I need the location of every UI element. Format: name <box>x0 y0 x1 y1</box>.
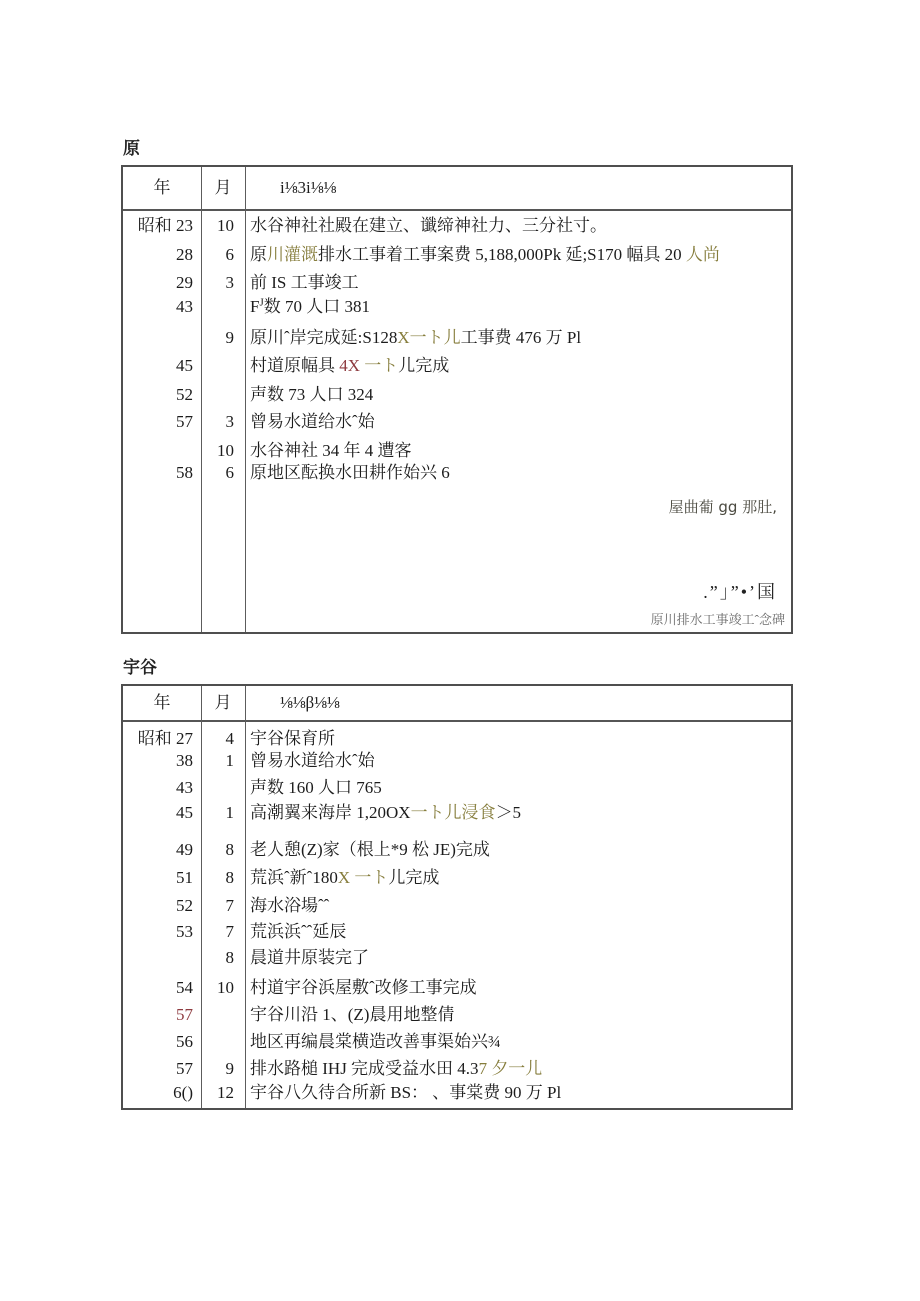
month-cell: 7 <box>225 922 234 941</box>
year-cell: 57 <box>176 1005 193 1024</box>
month-cell <box>201 1031 245 1053</box>
month-cell: 3 <box>225 412 234 431</box>
month-cell: 9 <box>225 328 234 347</box>
table-row <box>123 839 791 861</box>
description-segment: 村道宇谷浜屋敷ˆ改修工事完成 <box>250 978 477 997</box>
table-row <box>123 296 791 318</box>
description-cell <box>245 977 791 999</box>
month-cell: 4 <box>225 729 234 748</box>
description-segment: 人尚 <box>685 245 720 264</box>
year-cell: 51 <box>176 868 193 887</box>
description-segment: 原川ˆ岸完成延:S128 <box>250 328 398 347</box>
description-cell <box>245 1082 791 1104</box>
description-segment: 水谷神社社殿在建立、谶缔神社力、三分社寸。 <box>250 216 607 235</box>
year-cell: 53 <box>176 922 193 941</box>
year-cell: 54 <box>176 978 193 997</box>
utani-section-title: 宇谷 <box>123 658 157 678</box>
description-cell <box>245 272 791 294</box>
description-cell <box>245 355 791 377</box>
table-row <box>123 327 791 349</box>
description-segment: 原 <box>250 245 267 264</box>
description-column-header: i⅛3i⅛⅛ <box>280 178 337 197</box>
year-cell: 28 <box>176 245 193 264</box>
month-cell: 6 <box>225 245 234 264</box>
month-cell <box>201 355 245 377</box>
description-segment: 宇谷保育所 <box>250 729 335 748</box>
year-cell <box>123 947 201 969</box>
year-cell <box>123 440 201 462</box>
description-segment: 一ト儿浸食 <box>410 803 496 822</box>
year-column-header: 年 <box>153 178 171 197</box>
month-cell <box>201 777 245 799</box>
description-segment: 高潮翼来海岸 1,20OX <box>250 803 411 822</box>
table-body <box>123 215 791 632</box>
description-cell <box>245 296 791 318</box>
year-cell: 52 <box>176 896 193 915</box>
year-cell: 56 <box>176 1032 193 1051</box>
description-segment: 海水浴場ˆˆ <box>250 896 330 915</box>
description-segment: 老人憩(Z)家（根上*9 松 JE)完成 <box>250 840 490 859</box>
month-cell: 7 <box>225 896 234 915</box>
description-segment: 宇谷川沿 1、(Z)晨用地整倩 <box>250 1005 455 1024</box>
table-row <box>123 802 791 824</box>
table-row <box>123 1058 791 1080</box>
annotation-note: .”」”•’国 <box>703 582 777 602</box>
month-cell <box>201 296 245 318</box>
month-cell: 10 <box>217 978 234 997</box>
hara-chronology-table <box>121 165 793 634</box>
description-segment: X 一ト <box>337 868 389 887</box>
table-row <box>123 728 791 750</box>
table-row <box>123 462 791 484</box>
year-cell: 昭和 27 <box>137 729 193 748</box>
description-cell <box>245 244 791 266</box>
description-cell <box>245 750 791 772</box>
year-cell: 49 <box>176 840 193 859</box>
utani-section <box>121 658 795 1110</box>
description-segment: 曾易水道给水ˆ始 <box>250 412 375 431</box>
description-segment: 水谷神社 34 年 4 遭客 <box>250 441 412 460</box>
description-segment: 声数 73 人口 324 <box>250 385 374 404</box>
year-cell: 45 <box>176 356 193 375</box>
year-column-header: 年 <box>153 693 171 712</box>
table-row <box>123 867 791 889</box>
description-segment: 荒浜浜ˆˆ延辰 <box>250 922 347 941</box>
table-row <box>123 244 791 266</box>
year-cell: 52 <box>176 385 193 404</box>
month-cell: 9 <box>225 1059 234 1078</box>
month-cell: 3 <box>225 273 234 292</box>
description-cell <box>245 1058 791 1080</box>
description-cell <box>245 1031 791 1053</box>
description-cell <box>245 947 791 969</box>
document-page <box>121 139 795 1110</box>
description-segment: 地区再编晨棠横造改善事渠始兴¾ <box>250 1032 501 1051</box>
year-cell: 45 <box>176 803 193 822</box>
hara-section-title: 原 <box>123 139 140 159</box>
description-segment: 数 70 人口 381 <box>263 297 370 316</box>
month-cell: 6 <box>225 463 234 482</box>
table-row <box>123 440 791 462</box>
description-segment: 工事费 476 万 Pl <box>460 328 582 347</box>
description-segment: 一ト <box>360 356 399 375</box>
year-cell: 43 <box>176 297 193 316</box>
description-cell <box>245 802 791 824</box>
description-cell <box>245 895 791 917</box>
description-cell <box>245 411 791 433</box>
month-column-header: 月 <box>214 693 232 712</box>
table-row <box>123 750 791 772</box>
table-header-row <box>123 686 791 722</box>
year-cell: 57 <box>176 1059 193 1078</box>
description-segment: 曾易水道给水ˆ始 <box>250 751 375 770</box>
description-cell <box>245 327 791 349</box>
month-cell: 1 <box>225 803 234 822</box>
description-segment: F <box>250 297 260 316</box>
year-cell: 昭和 23 <box>137 216 193 235</box>
description-cell <box>245 777 791 799</box>
month-cell: 8 <box>225 948 234 967</box>
table-header-row <box>123 167 791 211</box>
table-row <box>123 355 791 377</box>
description-cell <box>245 839 791 861</box>
month-cell <box>201 1004 245 1026</box>
column-divider-year-month <box>201 167 202 632</box>
description-cell <box>245 215 791 237</box>
month-cell: 8 <box>225 840 234 859</box>
month-cell <box>201 384 245 406</box>
table-row <box>123 1031 791 1053</box>
hara-section <box>121 139 795 634</box>
table-row <box>123 1004 791 1026</box>
description-cell <box>245 867 791 889</box>
description-cell <box>245 728 791 750</box>
month-column-header: 月 <box>214 178 232 197</box>
description-segment: X一ト儿 <box>397 328 461 347</box>
table-row <box>123 1082 791 1104</box>
description-segment: 宇谷八久待合所新 BS： 、事棠费 90 万 Pl <box>250 1083 562 1102</box>
year-cell: 57 <box>176 412 193 431</box>
table-row <box>123 895 791 917</box>
month-cell: 12 <box>217 1083 234 1102</box>
table-row <box>123 977 791 999</box>
description-segment: J <box>259 296 264 309</box>
description-cell <box>245 440 791 462</box>
annotation-note: 屋曲葡 gg 那肚, <box>668 498 777 516</box>
table-row <box>123 384 791 406</box>
description-segment: 儿完成 <box>398 356 450 375</box>
table-row <box>123 272 791 294</box>
description-column-header: ⅛⅛β⅛⅛ <box>280 693 340 712</box>
description-segment: 荒浜ˆ新ˆ180 <box>250 868 338 887</box>
description-segment: 村道原幅具 <box>250 356 340 375</box>
column-divider-month-desc <box>245 686 246 1108</box>
table-row <box>123 411 791 433</box>
description-segment: ＞5 <box>495 803 522 822</box>
year-cell: 38 <box>176 751 193 770</box>
column-divider-month-desc <box>245 167 246 632</box>
month-cell: 10 <box>217 216 234 235</box>
description-segment: 原地区酝换水田耕作始兴 6 <box>250 463 450 482</box>
table-row <box>123 777 791 799</box>
description-segment: 晨道井原装完了 <box>250 948 369 967</box>
description-cell <box>245 462 791 484</box>
year-cell: 29 <box>176 273 193 292</box>
description-segment: 前 IS 工事竣工 <box>250 273 359 292</box>
table-row <box>123 921 791 943</box>
description-segment: 排水工事着工事案费 5,188,000Pk 延;S170 幅具 20 <box>318 245 686 264</box>
description-cell <box>245 921 791 943</box>
month-cell: 1 <box>225 751 234 770</box>
description-cell <box>245 1004 791 1026</box>
table-row <box>123 947 791 969</box>
description-segment: 排水路槌 IHJ 完成受益水田 4.3 <box>250 1059 479 1078</box>
utani-chronology-table <box>121 684 793 1110</box>
year-cell: 58 <box>176 463 193 482</box>
table-body <box>123 728 791 1108</box>
description-segment: 声数 160 人口 765 <box>250 778 382 797</box>
description-cell <box>245 384 791 406</box>
month-cell: 8 <box>225 868 234 887</box>
year-cell <box>123 327 201 349</box>
month-cell: 10 <box>217 441 234 460</box>
year-cell: 6() <box>173 1083 193 1102</box>
description-segment: 4X <box>339 356 361 375</box>
photo-caption: 原川排水工事竣工ˆ念碑 <box>650 612 785 627</box>
description-segment: 川灌溉 <box>267 245 318 264</box>
description-segment: 儿完成 <box>388 868 440 887</box>
table-row <box>123 215 791 237</box>
description-segment: 7 夕一儿 <box>478 1059 543 1078</box>
column-divider-year-month <box>201 686 202 1108</box>
year-cell: 43 <box>176 778 193 797</box>
